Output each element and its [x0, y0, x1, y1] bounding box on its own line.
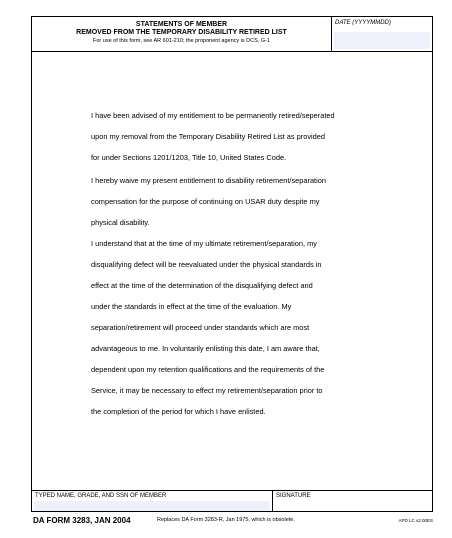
statement-line-8: disqualifying defect will be reevaluated under the physical standards in [91, 260, 322, 269]
form-footer [31, 516, 433, 528]
statement-line-14: Service, it may be necessary to effect my retirement/separation prior to [91, 386, 323, 395]
statement-line-4: I hereby waive my present entitlement to disability retirement/separation [91, 176, 326, 185]
statement-line-11: separation/retirement will proceed under standards which are most [91, 323, 310, 332]
statement-line-3: for under Sections 1201/1203, Title 10, United States Code. [91, 153, 287, 162]
statement-line-12: advantageous to me. In voluntarily enlisting this date, I am aware that, [91, 344, 320, 353]
member-name-cell [32, 491, 273, 512]
form-title-line2: REMOVED FROM THE TEMPORARY DISABILITY RETIRED LIST [76, 29, 287, 36]
form-frame [31, 16, 433, 512]
signature-label: SIGNATURE [276, 493, 311, 499]
form-title-line1: STATEMENTS OF MEMBER [135, 21, 228, 28]
statement-line-2: upon my removal from the Temporary Disability Retired List as provided [91, 132, 325, 141]
statement-line-6: physical disability. [91, 218, 150, 227]
date-input[interactable] [334, 32, 430, 49]
date-label: DATE (YYYYMMDD) [335, 20, 391, 26]
member-name-label: TYPED NAME, GRADE, AND SSN OF MEMBER [35, 493, 167, 499]
form-header [32, 17, 432, 52]
version-label: APD LC v2.00ES [398, 518, 433, 523]
statement-line-13: dependent upon my retention qualifications and the requirements of the [91, 365, 325, 374]
statement-line-9: effect at the time of the determination of the disqualifying defect and [91, 281, 313, 290]
form-subtitle: For use of this form, see AR 601-210; the proponent agency is DCS, G-1 [92, 38, 270, 44]
form-title-block [32, 17, 332, 51]
signature-cell[interactable] [273, 491, 432, 512]
signature-block [32, 490, 432, 512]
member-name-input[interactable] [34, 501, 270, 511]
date-cell [332, 17, 432, 51]
statement-line-1: I have been advised of my entitlement to be permanently retired/seperated [91, 111, 335, 120]
replaces-note: Replaces DA Form 3283-R, Jan 1975, which is obsolete. [157, 517, 295, 523]
statement-line-5: compensation for the purpose of continuing on USAR duty despite my [91, 197, 320, 206]
statement-line-7: I understand that at the time of my ultimate retirement/separation, my [91, 239, 317, 248]
statement-line-15: the completion of the period for which I have enlisted. [91, 407, 266, 416]
form-id: DA FORM 3283, JAN 2004 [33, 516, 131, 525]
statement-line-10: under the standards in effect at the time of the evaluation. My [91, 302, 292, 311]
